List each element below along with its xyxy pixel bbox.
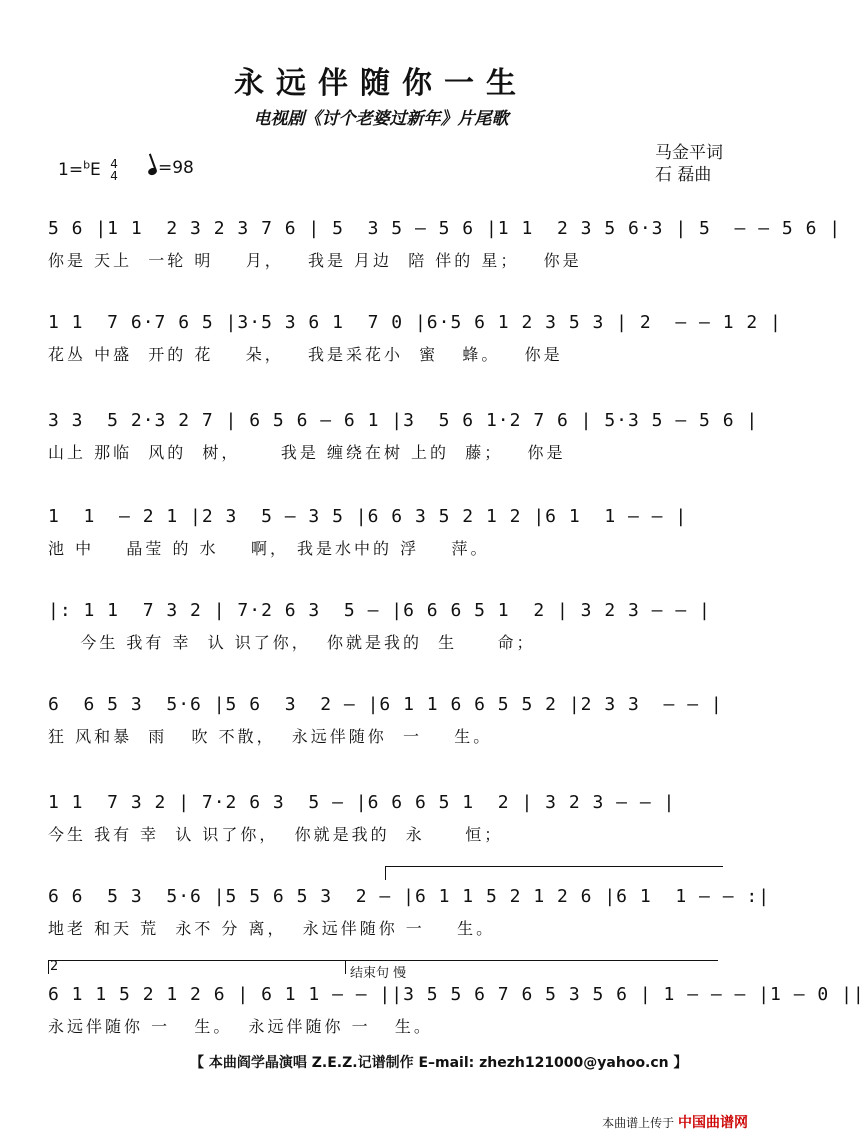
volta-tick bbox=[385, 866, 386, 880]
time-signature bbox=[110, 158, 118, 182]
song-title: 永远伴随你一生 bbox=[234, 66, 528, 101]
notes-line: 1 1 7 3 2 | 7·2 6 3 5 – |6 6 6 5 1 2 | 3 2 3 – – | bbox=[48, 792, 676, 813]
key-prefix: 1= bbox=[58, 160, 84, 180]
transcription-credit: 【 本曲阎学晶演唱 Z.E.Z.记谱制作 E–mail: zhezh121000@yahoo.cn 】 bbox=[190, 1055, 688, 1071]
upload-text: 本曲谱上传于 bbox=[602, 1116, 675, 1130]
time-bottom: 4 bbox=[110, 169, 118, 183]
key-note: E bbox=[90, 160, 101, 180]
composer-credit: 石 磊曲 bbox=[655, 165, 712, 185]
second-ending-number: 2 bbox=[50, 959, 59, 974]
notes-line: 6 1 1 5 2 1 2 6 | 6 1 1 – – ||3 5 5 6 7 6 5 3 5 6 | 1 – – – |1 – 0 || bbox=[48, 984, 865, 1005]
notes-line: 3 3 5 2·3 2 7 | 6 5 6 – 6 1 |3 5 6 1·2 7 6 | 5·3 5 – 5 6 | bbox=[48, 410, 759, 431]
key-signature bbox=[58, 158, 118, 182]
tempo-value: =98 bbox=[158, 158, 194, 178]
volta-bracket-1 bbox=[385, 866, 723, 867]
lyrics-line: 永远伴随你 一 生。 永远伴随你 一 生。 bbox=[48, 1017, 433, 1036]
lyrics-line: 地老 和天 荒 永不 分 离， 永远伴随你 一 生。 bbox=[48, 919, 496, 938]
volta-bracket-2 bbox=[48, 960, 718, 961]
lyrics-line: 你是 天上 一轮 明 月， 我是 月边 陪 伴的 星； 你是 bbox=[48, 251, 582, 270]
lyrics-line: 山上 那临 风的 树， 我是 缠绕在树 上的 藤； 你是 bbox=[48, 443, 566, 462]
notes-line: |: 1 1 7 3 2 | 7·2 6 3 5 – |6 6 6 5 1 2 | 3 2 3 – – | bbox=[48, 600, 711, 621]
coda-label: 结束句 慢 bbox=[350, 966, 407, 981]
upload-notice bbox=[602, 1112, 748, 1132]
lyricist-credit: 马金平词 bbox=[655, 143, 723, 163]
song-subtitle: 电视剧《讨个老婆过新年》片尾歌 bbox=[253, 109, 509, 129]
tempo-marking bbox=[148, 158, 194, 178]
time-top: 4 bbox=[110, 157, 118, 171]
notes-line: 1 1 – 2 1 |2 3 5 – 3 5 |6 6 3 5 2 1 2 |6 1 1 – – | bbox=[48, 506, 688, 527]
lyrics-line: 花丛 中盛 开的 花 朵， 我是采花小 蜜 蜂。 你是 bbox=[48, 345, 563, 364]
notes-line: 1 1 7 6·7 6 5 |3·5 3 6 1 7 0 |6·5 6 1 2 3 5 3 | 2 – – 1 2 | bbox=[48, 312, 782, 333]
volta-tick bbox=[48, 960, 49, 974]
key-flat: b bbox=[83, 158, 91, 172]
lyrics-line: 狂 风和暴 雨 吹 不散， 永远伴随你 一 生。 bbox=[48, 727, 493, 746]
notes-line: 6 6 5 3 5·6 |5 6 3 2 – |6 1 1 6 6 5 5 2 |2 3 3 – – | bbox=[48, 694, 723, 715]
notes-line: 5 6 |1 1 2 3 2 3 7 6 | 5 3 5 – 5 6 |1 1 2 3 5 6·3 | 5 – – 5 6 | bbox=[48, 218, 842, 239]
site-logo[interactable]: 中国曲谱网 bbox=[678, 1115, 748, 1131]
quarter-note-icon bbox=[147, 167, 158, 177]
lyrics-line: 池 中 晶莹 的 水 啊， 我是水中的 浮 萍。 bbox=[48, 539, 490, 558]
lyrics-line: 今生 我有 幸 认 识了你， 你就是我的 生 命； bbox=[48, 633, 536, 652]
credits bbox=[655, 142, 723, 186]
notes-line: 6 6 5 3 5·6 |5 5 6 5 3 2 – |6 1 1 5 2 1 2 6 |6 1 1 – – :| bbox=[48, 886, 771, 907]
volta-tick bbox=[345, 960, 346, 974]
lyrics-line: 今生 我有 幸 认 识了你， 你就是我的 永 恒； bbox=[48, 825, 504, 844]
